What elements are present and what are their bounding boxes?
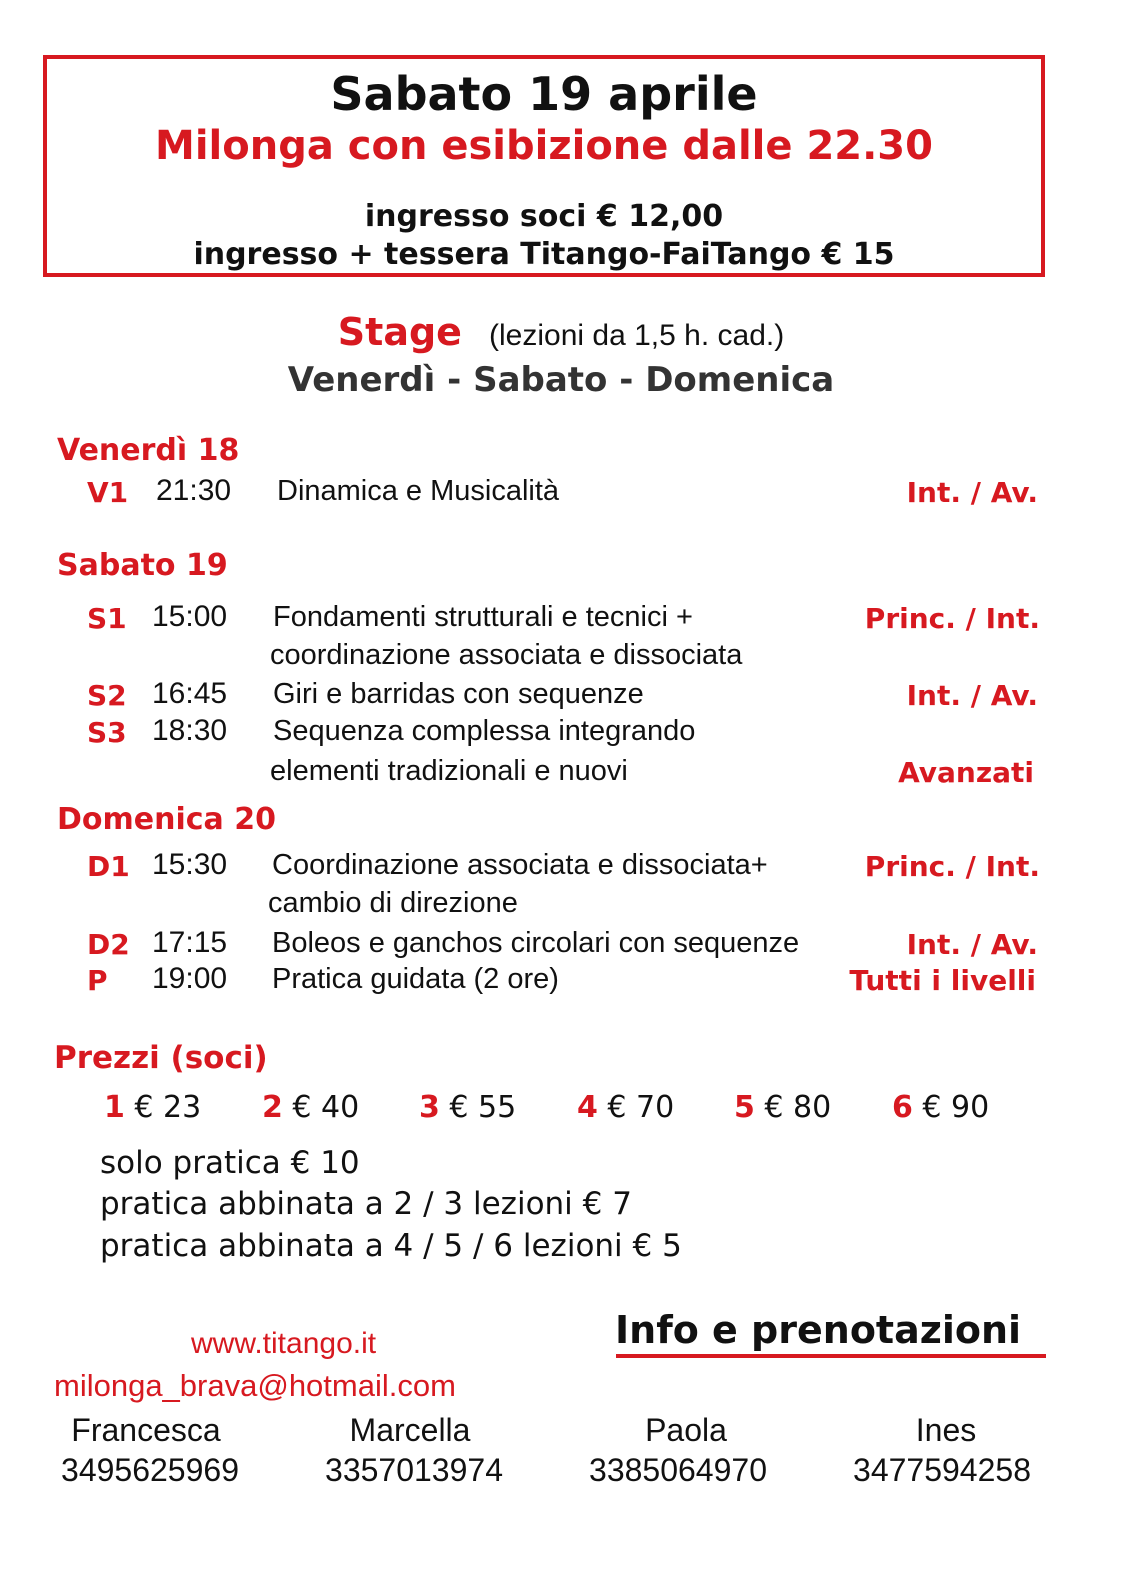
day-heading-friday: Venerdì 18 bbox=[57, 433, 240, 468]
lesson-level: Int. / Av. bbox=[906, 928, 1038, 961]
day-heading-sunday: Domenica 20 bbox=[57, 802, 276, 837]
lesson-level: Tutti i livelli bbox=[849, 964, 1036, 997]
lesson-time: 16:45 bbox=[152, 677, 228, 710]
pratica-combo-2-3-price: pratica abbinata a 2 / 3 lezioni € 7 bbox=[100, 1186, 632, 1222]
lesson-description-cont: coordinazione associata e dissociata bbox=[270, 639, 743, 671]
package-price: € 23 bbox=[134, 1090, 202, 1125]
package-price: € 90 bbox=[922, 1090, 990, 1125]
price-package bbox=[577, 1090, 674, 1125]
lesson-time: 15:30 bbox=[152, 848, 228, 881]
package-number: 4 bbox=[577, 1090, 598, 1125]
package-number: 2 bbox=[262, 1090, 283, 1125]
website-link[interactable]: www.titango.it bbox=[191, 1327, 377, 1360]
lesson-code: S3 bbox=[87, 716, 127, 749]
event-subtitle: Milonga con esibizione dalle 22.30 bbox=[155, 123, 933, 169]
lesson-code: P bbox=[87, 964, 108, 997]
contact-phone[interactable]: 3385064970 bbox=[589, 1452, 767, 1488]
contact-name: Francesca bbox=[71, 1412, 221, 1448]
lesson-time: 19:00 bbox=[152, 962, 228, 995]
lesson-time: 15:00 bbox=[152, 600, 228, 633]
event-header-box bbox=[43, 55, 1045, 277]
package-number: 3 bbox=[419, 1090, 440, 1125]
event-title: Sabato 19 aprile bbox=[330, 67, 758, 121]
package-number: 5 bbox=[734, 1090, 755, 1125]
solo-pratica-price: solo pratica € 10 bbox=[100, 1145, 360, 1181]
entry-price-members: ingresso soci € 12,00 bbox=[364, 199, 724, 234]
contact-name: Marcella bbox=[349, 1412, 471, 1448]
lesson-description-cont: cambio di direzione bbox=[268, 887, 518, 919]
contact-name: Ines bbox=[915, 1412, 977, 1448]
contact-phone[interactable]: 3495625969 bbox=[61, 1452, 239, 1488]
package-price: € 80 bbox=[764, 1090, 832, 1125]
lesson-description: Pratica guidata (2 ore) bbox=[272, 963, 559, 995]
lesson-level: Int. / Av. bbox=[906, 476, 1038, 509]
lesson-description: Fondamenti strutturali e tecnici + bbox=[273, 601, 693, 633]
info-heading-underline bbox=[616, 1354, 1046, 1358]
email-link[interactable]: milonga_brava@hotmail.com bbox=[54, 1368, 456, 1403]
price-package bbox=[892, 1090, 989, 1125]
contact-name: Paola bbox=[645, 1412, 727, 1448]
lesson-code: D2 bbox=[87, 928, 130, 961]
lesson-description: Boleos e ganchos circolari con sequenze bbox=[272, 927, 800, 959]
package-price: € 40 bbox=[292, 1090, 360, 1125]
lesson-time: 21:30 bbox=[156, 474, 232, 507]
stage-label: Stage bbox=[337, 310, 462, 354]
entry-price-with-card: ingresso + tessera Titango-FaiTango € 15 bbox=[193, 237, 895, 272]
price-package bbox=[419, 1090, 516, 1125]
day-heading-saturday: Sabato 19 bbox=[57, 548, 228, 583]
lesson-description: Coordinazione associata e dissociata+ bbox=[272, 849, 768, 881]
prices-heading: Prezzi (soci) bbox=[54, 1040, 268, 1076]
stage-note: (lezioni da 1,5 h. cad.) bbox=[489, 319, 785, 352]
pratica-combo-4-6-price: pratica abbinata a 4 / 5 / 6 lezioni € 5 bbox=[100, 1228, 682, 1264]
contact-phone[interactable]: 3357013974 bbox=[325, 1452, 503, 1488]
package-price: € 55 bbox=[449, 1090, 517, 1125]
lesson-description: Sequenza complessa integrando bbox=[273, 715, 696, 747]
package-price: € 70 bbox=[607, 1090, 675, 1125]
lesson-level: Int. / Av. bbox=[906, 679, 1038, 712]
package-number: 6 bbox=[892, 1090, 913, 1125]
package-number: 1 bbox=[104, 1090, 125, 1125]
price-package bbox=[262, 1090, 359, 1125]
lesson-time: 18:30 bbox=[152, 714, 228, 747]
lesson-code: V1 bbox=[87, 476, 129, 509]
lesson-code: D1 bbox=[87, 850, 130, 883]
price-package bbox=[734, 1090, 831, 1125]
lesson-code: S1 bbox=[87, 602, 127, 635]
price-package bbox=[104, 1090, 201, 1125]
stage-heading bbox=[0, 310, 1122, 354]
lesson-description: Dinamica e Musicalità bbox=[277, 475, 560, 507]
lesson-level: Avanzati bbox=[898, 756, 1034, 789]
lesson-level: Princ. / Int. bbox=[864, 850, 1040, 883]
lesson-description-cont: elementi tradizionali e nuovi bbox=[270, 755, 628, 787]
lesson-time: 17:15 bbox=[152, 926, 228, 959]
contact-phone[interactable]: 3477594258 bbox=[853, 1452, 1031, 1488]
info-heading: Info e prenotazioni bbox=[615, 1308, 1022, 1352]
lesson-level: Princ. / Int. bbox=[864, 602, 1040, 635]
stage-days: Venerdì - Sabato - Domenica bbox=[287, 360, 835, 400]
lesson-description: Giri e barridas con sequenze bbox=[273, 678, 644, 710]
lesson-code: S2 bbox=[87, 679, 127, 712]
